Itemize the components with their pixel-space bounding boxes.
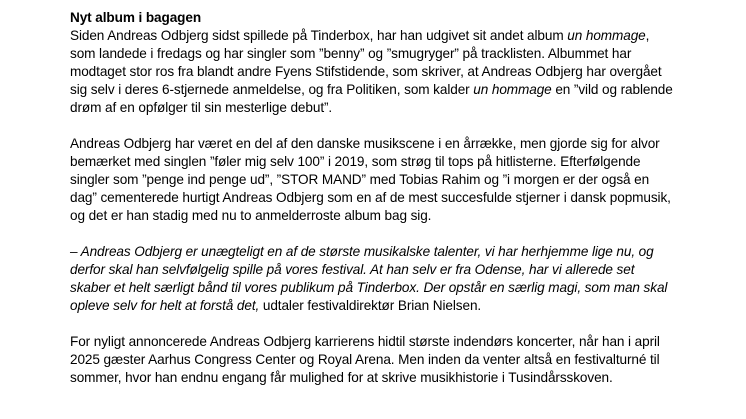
album-title: un hommage [567,28,646,43]
document-body [70,9,676,405]
paragraph-album [70,9,676,117]
paragraph-quote [70,243,676,315]
section-heading: Nyt album i bagagen [70,10,202,25]
p1-text-a: Siden Andreas Odbjerg sidst spillede på Tinderbox, har han udgivet sit andet album [70,28,568,43]
p1-text-c: , som landede i fredags og har singler som ”benny” og ”smugryger” på tracklisten. Albummet har modtaget stor ros fra blandt andre Fyens Stifstidende, som skriver, at Andreas Odbjerg har overgået sig selv i deres 6-stjernede anmeldelse, og fra Politiken, som kalder [70,28,662,97]
quote-attribution: udtaler festivaldirektør Brian Nielsen. [259,298,482,313]
p1-text-e: en ”vild og rablende drøm af en opfølger til sin mesterlige debut”. [70,82,673,115]
paragraph-concerts: For nyligt annoncerede Andreas Odbjerg karrierens hidtil største indendørs koncerter, når han i april 2025 gæster Aarhus Congress Center og Royal Arena. Men inden da venter altså en festivalturné til sommer, hvor han endnu engang får mulighed for at skrive musikhistorie i Tusindårsskoven. [70,334,660,385]
album-title-2: un hommage [473,82,552,97]
quote-text: – Andreas Odbjerg er unægteligt en af de største musikalske talenter, vi har herhjemme lige nu, og derfor skal han selvfølgelig spille på vores festival. At han selv er fra Odense, har vi allerede set skaber et helt særligt bånd til vores publikum på Tinderbox. Der opstår en særlig magi, som man skal opleve selv for helt at forstå det, [70,244,668,313]
paragraph-career: Andreas Odbjerg har været en del af den danske musikscene i en årrække, men gjorde sig for alvor bemærket med singlen ”føler mig selv 100” i 2019, som strøg til tops på hitlisterne. Efterfølgende singler som ”penge ind penge ud”, ”STOR MAND” med Tobias Rahim og ”i morgen er der også en dag” cementerede hurtigt Andreas Odbjerg som en af de mest succesfulde stjerner i dansk popmusik, og det er han stadig med nu to anmelderroste album bag sig. [70,136,671,223]
